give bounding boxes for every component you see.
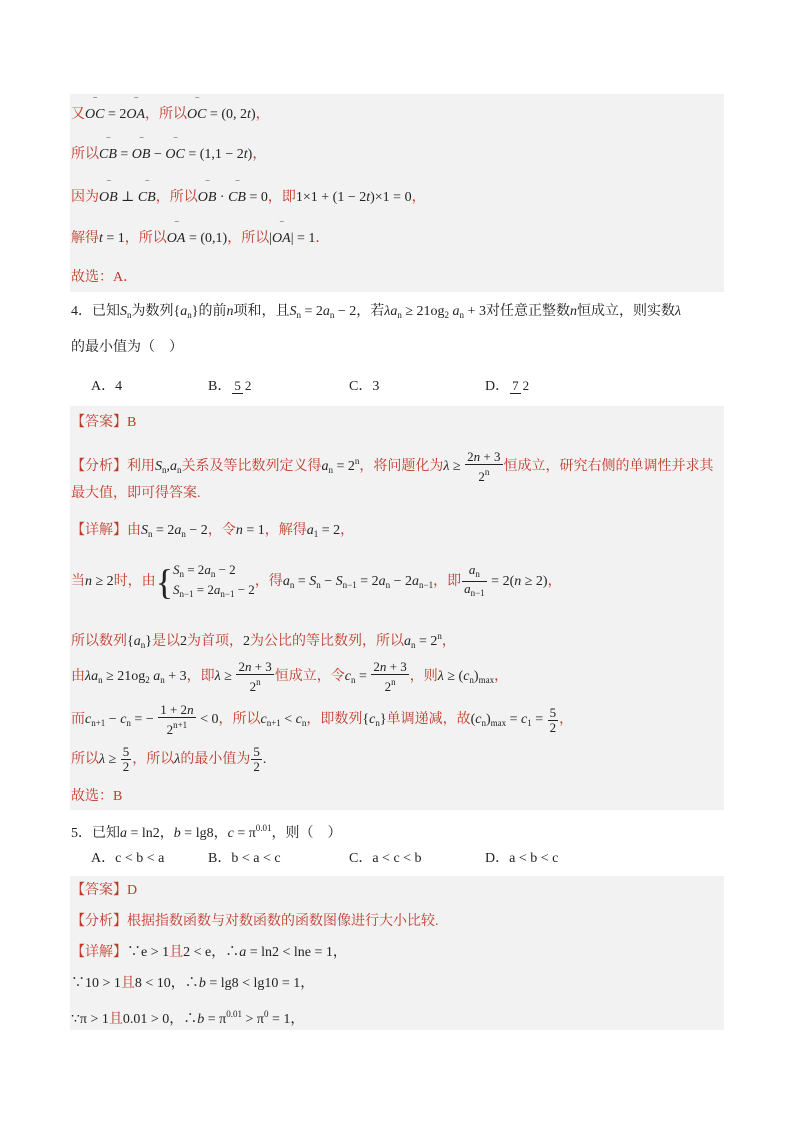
q4-detail-line-4: 由$\lambda a_n \ge 21og_2$ $a_n + 3$，即λ ≥ $\frac{2n + 3}{2^n}$ 恒成立，令$c_n$ = $\frac{2n + 3}{2^n}$ ，则$\lambda \ge (c_n)_{max}$， (71, 659, 509, 694)
answer-value: B (127, 415, 137, 430)
q3-line-3: 因为‾ OB ⊥ ‾ CB，所以‾ OB · ‾ CB = 0，即1×1 + (1 − 2t)×1 = 0， (71, 185, 723, 211)
q4-option-d[interactable]: D． 7 2 (485, 378, 530, 394)
answer-tag: 【答案】 (71, 883, 127, 898)
q5-option-a[interactable]: A．c < b < a (91, 851, 165, 866)
q4-options (71, 372, 723, 402)
q5-option-b[interactable]: B．b < a < c (208, 851, 281, 866)
q4-detail-line-5: 而$c_{n+1} - c_n$ = − $\frac{1 + 2n}{2^{n+1}}$ < 0，所以$c_{n+1} < c_n$，即数列$\{c_n\}$单调递减，故$(c_n)_{max} = c_1$ = $\frac{5}{2}$ ， (71, 702, 574, 737)
q5-answer (71, 878, 723, 904)
q4-stem-line-2: 的最小值为（ ） (71, 340, 183, 355)
q5-detail-line-2: ∵10 > 1且8 < 10，∴b = lg8 < lg10 = 1， (71, 976, 315, 991)
q4-detail-line-2: 当n ≥ 2时，由{ $S_n = 2a_n - 2$ $S_{n-1} = 2a_{n-1} - 2$ ，得$a_n = S_n - S_{n-1} = 2a_n - 2a_{n-1}$，即 $\frac{a_n}{a_{n-1}}$ = 2(n ≥ 2)， (71, 561, 562, 602)
q4-stem-line-1: 4．已知$S_n$为数列$\{a_n\}$的前n项和，且$S_n = 2a_n - 2$，若$\lambda a_n \ge 21og_2$ $a_n + 3$对任意正整数n恒成立，则实数λ (71, 304, 682, 320)
q4-option-b[interactable]: B． 5 2 (208, 378, 252, 394)
q3-line-1: 又‾ OC = 2‾ OA，所以‾ OC = (0, 2t)， (71, 102, 723, 128)
q4-analysis-line-2: 最大值，即可得答案. (71, 486, 201, 501)
q4-detail-line-6: 所以λ ≥ $\frac{5}{2}$ ，所以λ的最小值为 $\frac{5}{2}$ . (71, 744, 267, 775)
q3-conclusion: 故选：A． (71, 270, 138, 285)
q5-stem: 5．已知a = ln2，b = lg8，$c = \pi^{0.01}$，则（ ） (71, 823, 342, 841)
q5-detail-line-3: ∵π > 1且0.01 > 0，∴b = $\pi^{0.01} > \pi^0 = 1$， (71, 1009, 305, 1027)
q4-analysis-line-1: 【分析】利用$S_n,a_n$关系及等比数列定义得$a_n = 2^n$，将问题化为λ ≥ $\frac{2n + 3}{2^n}$ 恒成立，研究右侧的单调性并求其 (71, 448, 714, 484)
q4-option-a[interactable]: A．4 (91, 379, 123, 394)
q5-analysis: 【分析】根据指数函数与对数函数的函数图像进行大小比较. (71, 914, 439, 929)
q5-detail-line-1: 【详解】∵e > 1且2 < e，∴a = ln2 < lne = 1， (71, 945, 347, 960)
q3-line-4: 解得t = 1，所以‾ OA = (0,1)，所以|‾ OA| = 1． (71, 226, 723, 252)
q5-options (71, 846, 723, 872)
q4-answer (71, 410, 723, 436)
q4-detail-line-1: 【详解】由$S_n = 2a_n - 2$，令n = 1，解得$a_1 = 2$， (71, 523, 355, 539)
answer-value: D (127, 883, 138, 898)
q4-conclusion: 故选：B (71, 789, 123, 804)
q3-line-2: 所以‾ CB = ‾ OB − ‾ OC = (1,1 − 2t)， (71, 142, 723, 168)
q5-option-d[interactable]: D．a < b < c (485, 851, 559, 866)
q5-option-c[interactable]: C．a < c < b (349, 851, 422, 866)
q4-detail-line-3: 所以数列$\{a_n\}$是以2为首项，2为公比的等比数列，所以$a_n = 2^n$， (71, 631, 456, 650)
q4-option-c[interactable]: C．3 (349, 379, 380, 394)
answer-tag: 【答案】 (71, 415, 127, 430)
